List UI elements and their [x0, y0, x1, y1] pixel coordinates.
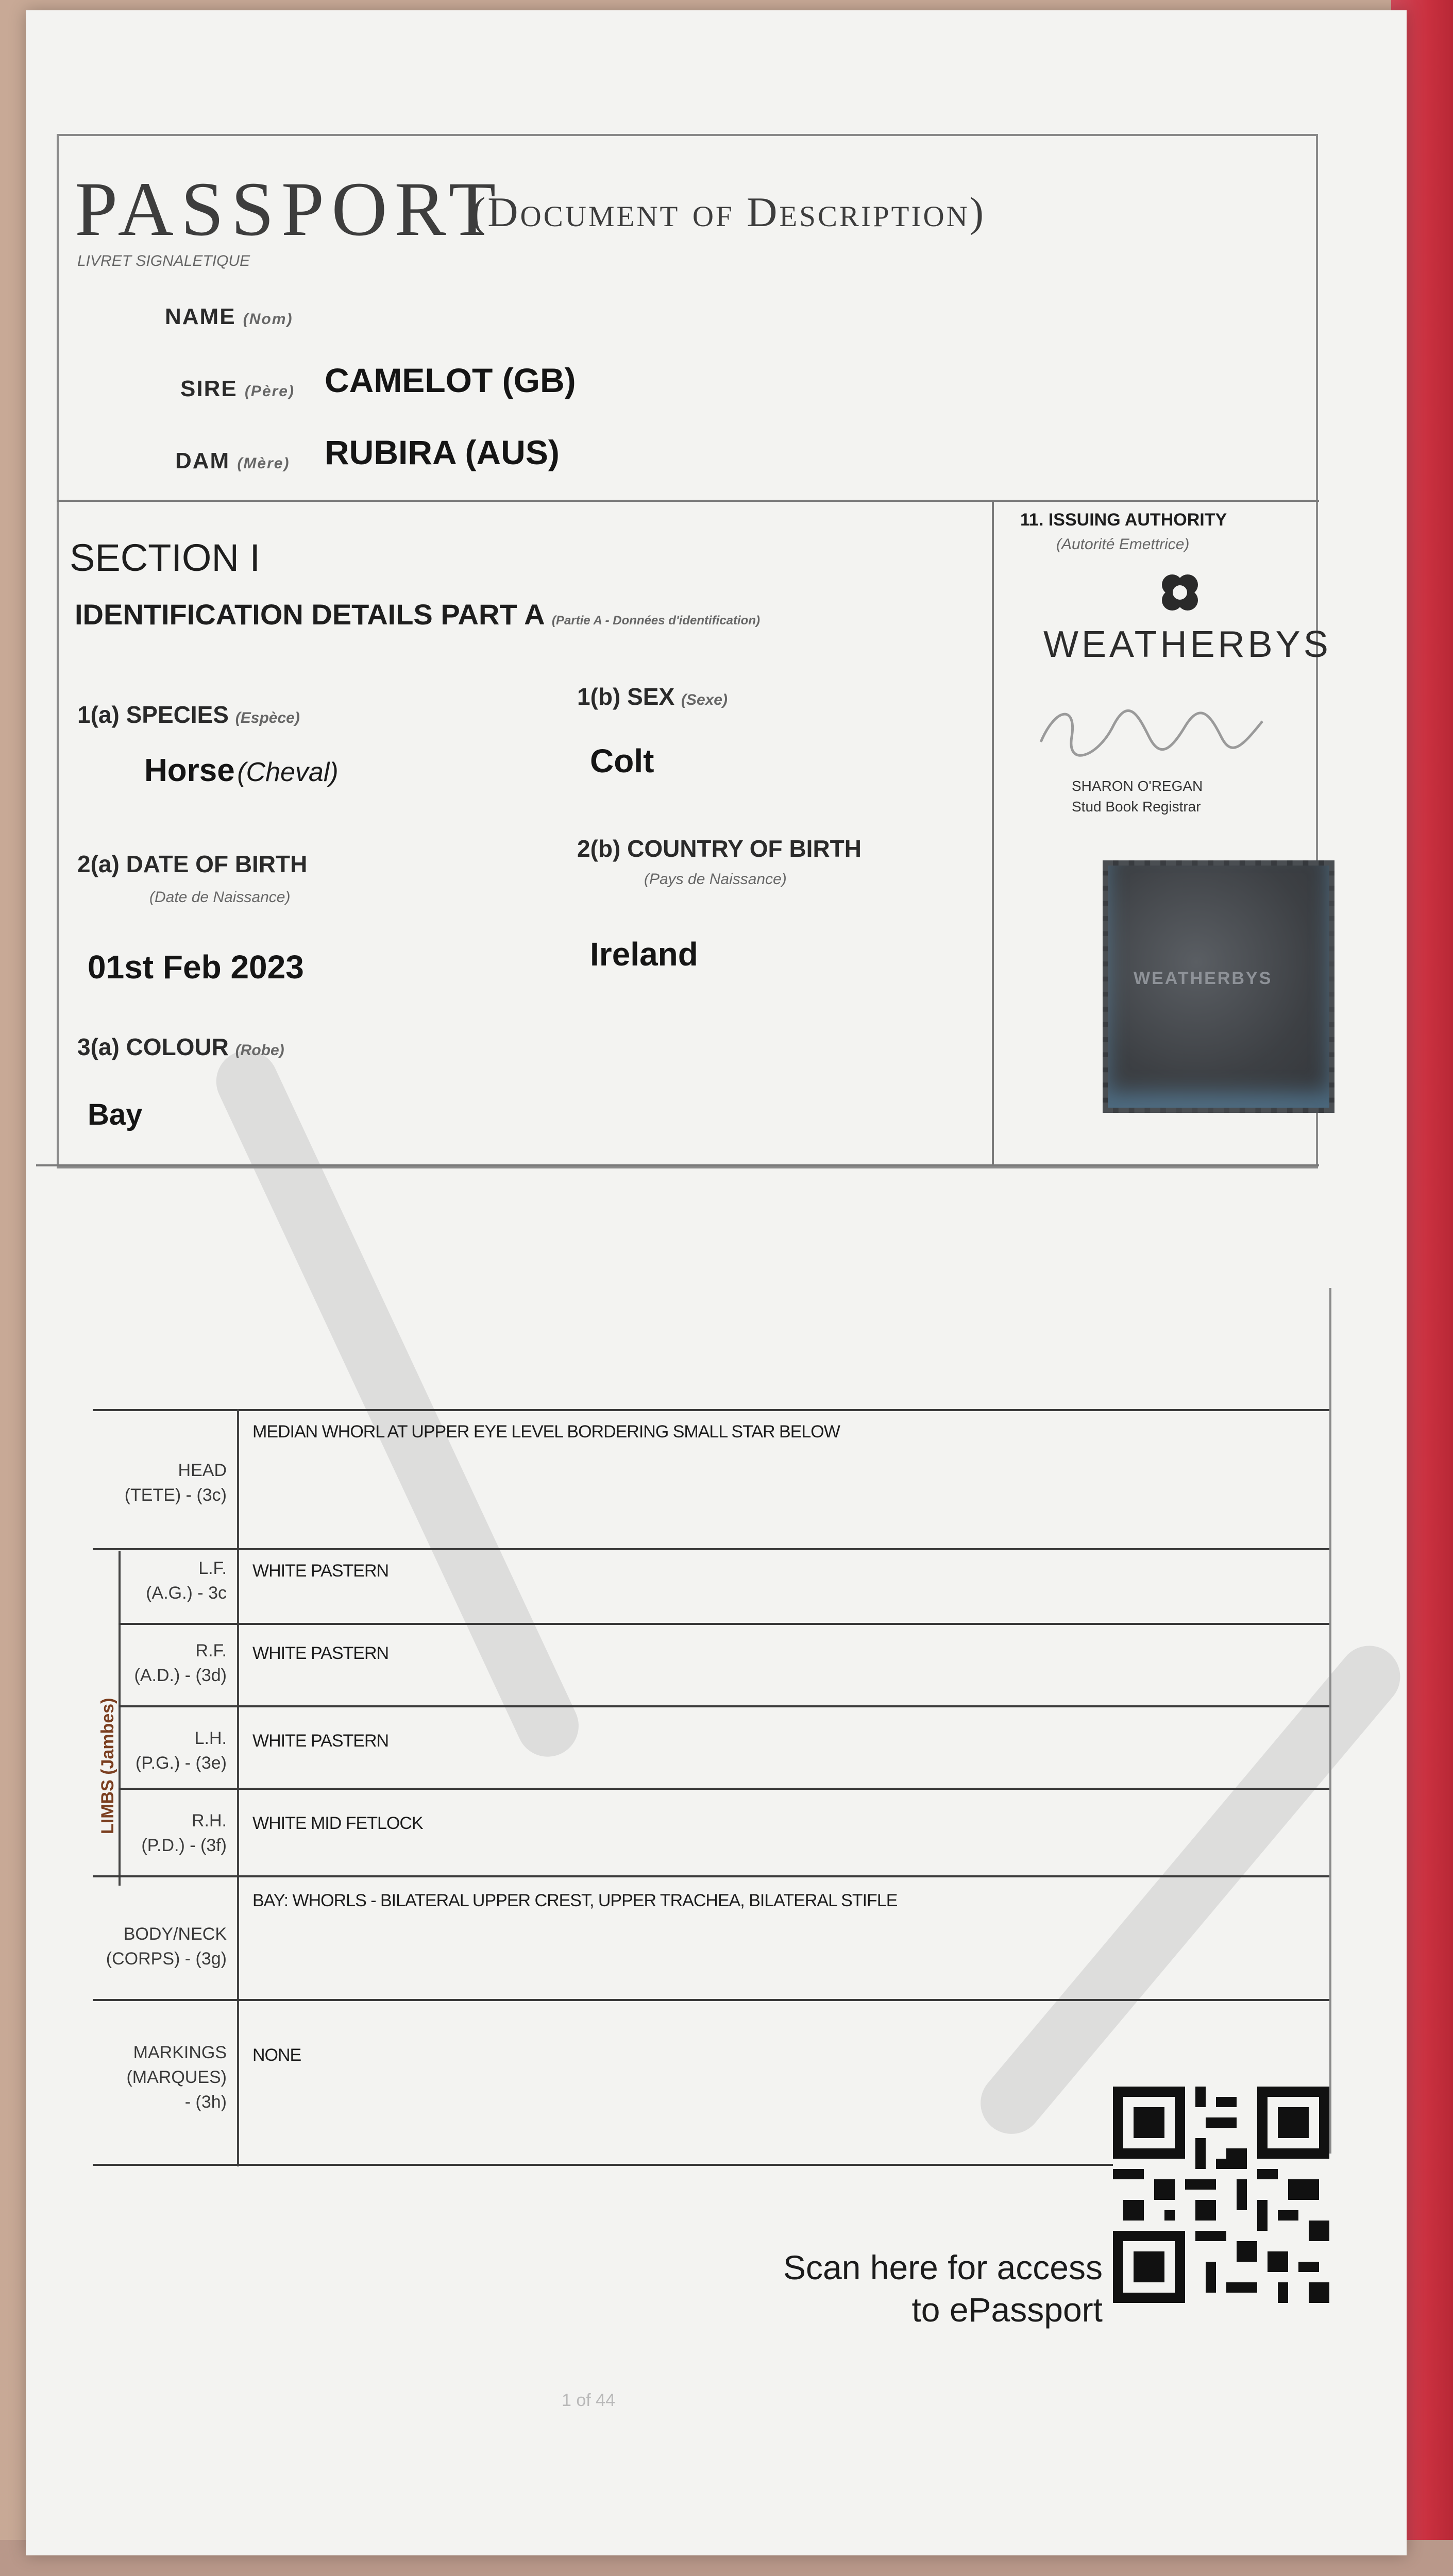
country-label: 2(b) COUNTRY OF BIRTH: [577, 835, 861, 862]
header-divider: [57, 500, 1319, 502]
row-rule: [119, 1788, 1329, 1790]
limbs-label: LIMBS (Jambes): [98, 1698, 117, 1834]
lf-marking: WHITE PASTERN: [252, 1561, 389, 1581]
country-label-fr: (Pays de Naissance): [644, 871, 787, 888]
section-divider: [36, 1164, 1319, 1166]
lf-label: L.F. (A.G.) - 3c: [146, 1558, 227, 1603]
sire-label: SIRE (Père): [180, 376, 295, 401]
row-rule: [93, 1548, 1329, 1550]
weatherbys-logo: WEATHERBYS: [1043, 624, 1331, 665]
qr-code-icon[interactable]: [1113, 2087, 1329, 2303]
page-subtitle: (Document of Description): [471, 189, 986, 235]
species-label: 1(a) SPECIES (Espèce): [77, 701, 300, 728]
head-label: HEAD (TETE) - (3c): [124, 1461, 227, 1505]
colour-value: Bay: [88, 1098, 143, 1131]
table-top-rule: [93, 1409, 1329, 1411]
dam-label: DAM (Mère): [175, 448, 290, 473]
registrar-name: SHARON O'REGAN: [1072, 778, 1203, 794]
page-number: 1 of 44: [562, 2391, 615, 2410]
dob-label: 2(a) DATE OF BIRTH: [77, 851, 308, 877]
sire-value: CAMELOT (GB): [325, 361, 576, 399]
name-label: NAME (Nom): [165, 304, 293, 329]
head-marking: MEDIAN WHORL AT UPPER EYE LEVEL BORDERING SMALL STAR BELOW: [252, 1422, 840, 1442]
country-value: Ireland: [590, 936, 698, 973]
row-rule: [119, 1705, 1329, 1707]
registrar-role: Stud Book Registrar: [1072, 799, 1201, 815]
dob-label-fr: (Date de Naissance): [149, 889, 291, 906]
table-bottom-rule: [93, 2164, 1190, 2166]
authority-title: 11. ISSUING AUTHORITY: [1020, 510, 1227, 530]
dam-value: RUBIRA (AUS): [325, 433, 560, 471]
section-title: SECTION I: [70, 536, 261, 579]
passport-page: [26, 10, 1407, 2555]
other-markings: NONE: [252, 2045, 301, 2065]
rh-marking: WHITE MID FETLOCK: [252, 1814, 423, 1833]
authority-title-fr: (Autorité Emettrice): [1056, 536, 1190, 553]
table-right-margin: [1329, 1288, 1331, 2154]
registrar-signature: [1036, 696, 1273, 768]
dob-value: 01st Feb 2023: [88, 948, 304, 986]
authority-divider: [992, 500, 994, 1164]
species-value: Horse (Cheval): [144, 753, 339, 788]
watermark-streak: [968, 1633, 1413, 2146]
weatherbys-hologram: WEATHERBYS: [1103, 860, 1334, 1113]
colour-label: 3(a) COLOUR (Robe): [77, 1033, 284, 1060]
markings-label: MARKINGS (MARQUES) - (3h): [126, 2043, 227, 2112]
rf-label: R.F. (A.D.) - (3d): [134, 1641, 227, 1685]
page-title: PASSPORT: [75, 166, 503, 252]
weatherbys-crest-icon: [1154, 567, 1206, 618]
lh-marking: WHITE PASTERN: [252, 1731, 389, 1751]
sex-label: 1(b) SEX (Sexe): [577, 683, 728, 710]
rf-marking: WHITE PASTERN: [252, 1643, 389, 1663]
sex-value: Colt: [590, 742, 654, 779]
body-neck-marking: BAY: WHORLS - BILATERAL UPPER CREST, UPPER TRACHEA, BILATERAL STIFLE: [252, 1891, 898, 1910]
lh-label: L.H. (P.G.) - (3e): [136, 1728, 227, 1773]
row-rule: [93, 1875, 1329, 1877]
row-rule: [93, 1999, 1329, 2001]
scan-instruction: Scan here for access to ePassport: [783, 2248, 1103, 2329]
page-subtitle-fr: LIVRET SIGNALETIQUE: [77, 252, 250, 269]
body-neck-label: BODY/NECK (CORPS) - (3g): [106, 1924, 227, 1969]
part-a-heading: IDENTIFICATION DETAILS PART A (Partie A - Données d'identification): [75, 598, 760, 631]
limbs-divider: [119, 1551, 121, 1886]
row-rule: [119, 1623, 1329, 1625]
rh-label: R.H. (P.D.) - (3f): [141, 1811, 227, 1855]
